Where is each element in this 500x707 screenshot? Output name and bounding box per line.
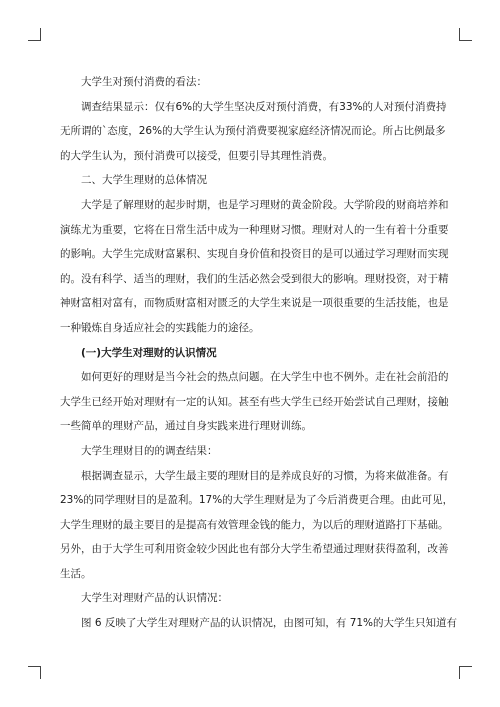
paragraph-line: 的影响。大学生完成财富累积、实现自身价值和投资目的是可以通过学习理财而实现 <box>60 248 449 261</box>
crop-mark-bottom-right <box>459 666 472 679</box>
paragraph-heading: 大学生对预付消费的看法： <box>81 76 207 88</box>
paragraph-line: 如何更好的理财是当今社会的热点问题。在大学生中也不例外。走在社会前沿的 <box>81 371 449 384</box>
paragraph-line: 演练尤为重要，它将在日常生活中成为一种理财习惯。理财对人的一生有着十分重要 <box>60 223 449 236</box>
paragraph-line: 神财富相对富有，而物质财富相对匮乏的大学生来说是一项很重要的生活技能，也是 <box>60 297 449 310</box>
subsection-heading: (一)大学生对理财的认识情况 <box>81 346 217 359</box>
paragraph-line: 根据调查显示，大学生最主要的理财目的是养成良好的习惯，为将来做准备。有 <box>81 469 449 482</box>
paragraph-heading: 大学生理财目的的调查结果： <box>81 444 218 457</box>
crop-mark-top-left <box>28 28 41 41</box>
paragraph-line: 23%的同学理财目的是盈利。17%的大学生理财是为了今后消费更合理。由此可见， <box>60 494 454 507</box>
paragraph-line: 大学是了解理财的起步时期，也是学习理财的黄金阶段。大学阶段的财商培养和 <box>81 198 449 211</box>
paragraph-line: 图 6 反映了大学生对理财产品的认识情况，由图可知，有 71%的大学生只知道有 <box>81 617 458 630</box>
paragraph-line: 的大学生认为，预付消费可以接受，但要引导其理性消费。 <box>60 149 333 162</box>
paragraph-line: 大学生已经开始对理财有一定的认知。甚至有些大学生已经开始尝试自己理财，接触 <box>60 395 449 408</box>
paragraph-line: 生活。 <box>60 567 92 580</box>
paragraph-heading: 大学生对理财产品的认识情况： <box>81 592 228 605</box>
document-body <box>60 70 458 636</box>
paragraph-line: 无所谓的`态度，26%的大学生认为预付消费要视家庭经济情况而论。所占比例最多 <box>60 125 446 138</box>
paragraph-line: 一种锻炼自身适应社会的实践能力的途径。 <box>60 321 260 334</box>
section-heading: 二、大学生理财的总体情况 <box>81 174 207 187</box>
paragraph-line: 的。没有科学、适当的理财，我们的生活必然会受到很大的影响。理财投资，对于精 <box>60 272 449 285</box>
paragraph-line: 调查结果显示：仅有6%的大学生坚决反对预付消费，有33%的人对预付消费持 <box>81 100 447 113</box>
paragraph-line: 另外，由于大学生可利用资金较少因此也有部分大学生希望通过理财获得盈利，改善 <box>60 543 449 556</box>
paragraph-line: 大学生理财的最主要目的是提高有效管理金钱的能力，为以后的理财道路打下基础。 <box>60 518 449 531</box>
crop-mark-bottom-left <box>28 666 41 679</box>
paragraph-line: 一些简单的理财产品，通过自身实践来进行理财训练。 <box>60 420 312 433</box>
crop-mark-top-right <box>459 28 472 41</box>
